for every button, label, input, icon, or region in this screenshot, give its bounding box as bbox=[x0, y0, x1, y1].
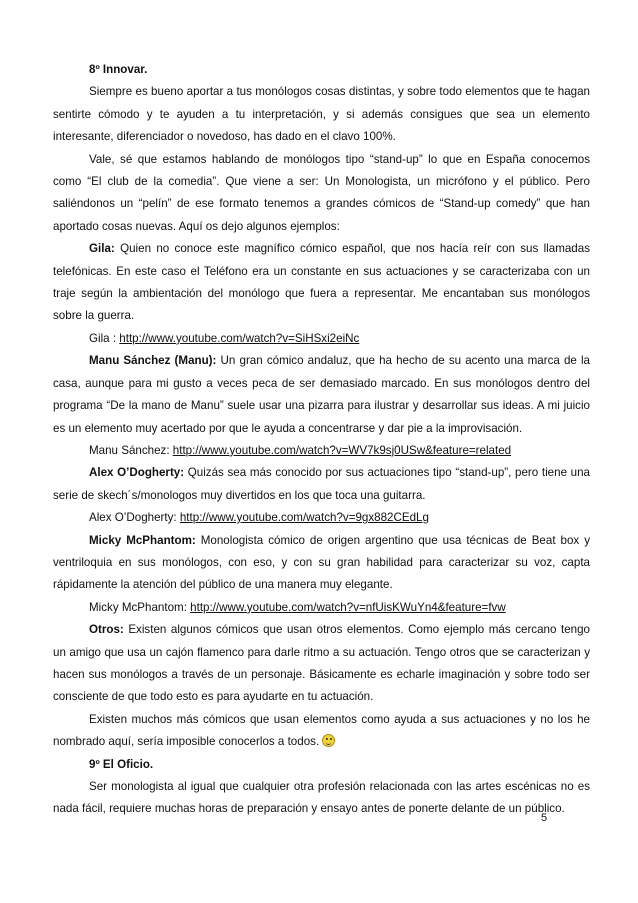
comedian-name-micky: Micky McPhantom: bbox=[89, 533, 196, 547]
section-heading-oficio: 9º El Oficio. bbox=[89, 757, 154, 771]
link-line-alex: Alex O’Dogherty: http://www.youtube.com/watch?v=9gx882CEdLg bbox=[89, 511, 429, 525]
paragraph-alex: Alex O’Dogherty: Quizás sea más conocido por sus actuaciones tipo “stand-up”, pero tiene una serie de skech´s/monologos muy divertidos en los que toca una guitarra. bbox=[53, 466, 591, 502]
paragraph-micky: Micky McPhantom: Monologista cómico de origen argentino que usa técnicas de Beat box y ventriloquia en sus monólogos, con eso, y con su gran habilidad para caracterizar su voz, capta rápidamente la atención del público de una manera muy elegante. bbox=[53, 533, 590, 592]
youtube-link-micky[interactable]: http://www.youtube.com/watch?v=nfUisKWuYn4&feature=fvw bbox=[190, 600, 506, 614]
link-line-micky: Micky McPhantom: http://www.youtube.com/watch?v=nfUisKWuYn4&feature=fvw bbox=[89, 600, 506, 614]
paragraph-otros: Otros: Existen algunos cómicos que usan otros elementos. Como ejemplo más cercano tengo un amigo que usa un cajón flamenco para darle ritmo a su actuación. Tengo otros que se caracterizan y hacen sus monólogos a través de un personaje. Básicamente es echarle imaginación y sobre todo ser consciente de que todo esto es para ayudarte en tu actuación. bbox=[53, 623, 590, 704]
youtube-link-alex[interactable]: http://www.youtube.com/watch?v=9gx882CEdLg bbox=[179, 511, 429, 525]
section-heading-innovar: 8º Innovar. bbox=[89, 63, 148, 76]
link-line-gila: Gila : http://www.youtube.com/watch?v=SiHSxi2eiNc bbox=[89, 331, 360, 345]
youtube-link-gila[interactable]: http://www.youtube.com/watch?v=SiHSxi2eiNc bbox=[119, 331, 360, 345]
smiley-face-icon bbox=[322, 734, 335, 747]
comedian-name-gila: Gila: bbox=[89, 242, 115, 256]
paragraph-existen: Existen muchos más cómicos que usan elementos como ayuda a sus actuaciones y no los he nombrado aquí, sería imposible conocerlos a todos. bbox=[53, 712, 590, 749]
paragraph-innovar-intro: Siempre es bueno aportar a tus monólogos cosas distintas, y sobre todo elementos que te hagan sentirte cómodo y te ayuden a tu interpretación, y si además consigues que sea un elemento interesante, diferenciador o novedoso, has dado en el clavo 100%. bbox=[53, 85, 590, 144]
page-number: 5 bbox=[541, 812, 548, 824]
comedian-name-otros: Otros: bbox=[89, 623, 124, 637]
document-page bbox=[53, 59, 590, 821]
paragraph-oficio: Ser monologista al igual que cualquier otra profesión relacionada con las artes escénicas no es nada fácil, requiere muchas horas de preparación y ensayo antes de ponerte delante de un público. bbox=[53, 780, 590, 816]
youtube-link-manu[interactable]: http://www.youtube.com/watch?v=WV7k9sj0USw&feature=related bbox=[172, 443, 512, 457]
comedian-name-alex: Alex O’Dogherty: bbox=[89, 466, 185, 480]
paragraph-gila: Gila: Quien no conoce este magnífico cómico español, que nos hacía reír con sus llamadas telefónicas. En este caso el Teléfono era un constante en sus actuaciones y se caracterizaba con un traje según la ambientación del monólogo que fuera a representar. Me encantaban sus monólogos sobre la guerra. bbox=[53, 242, 590, 323]
paragraph-manu: Manu Sánchez (Manu): Un gran cómico andaluz, que ha hecho de su acento una marca de la casa, aunque para mi gusto a veces peca de ser demasiado marcado. En sus monólogos dentro del programa “De la mano de Manu” suele usar una pizarra para ilustrar y desarrollar sus ideas. A mi juicio es un elemento muy acertado por que le ayuda a concentrarse y dar pie a la improvisación. bbox=[53, 354, 590, 435]
paragraph-stand-up: Vale, sé que estamos hablando de monólogos tipo “stand-up” lo que en España conocemos como “El club de la comedia”. Que viene a ser: Un Monologista, un micrófono y el público. Pero saliéndonos un “pelín” de ese formato tenemos a grandes cómicos de “Stand-up comedy” que han aportado cosas nuevas. Aquí os dejo algunos ejemplos: bbox=[53, 152, 590, 233]
comedian-name-manu: Manu Sánchez (Manu): bbox=[89, 354, 217, 368]
link-line-manu: Manu Sánchez: http://www.youtube.com/watch?v=WV7k9sj0USw&feature=related bbox=[89, 443, 512, 457]
